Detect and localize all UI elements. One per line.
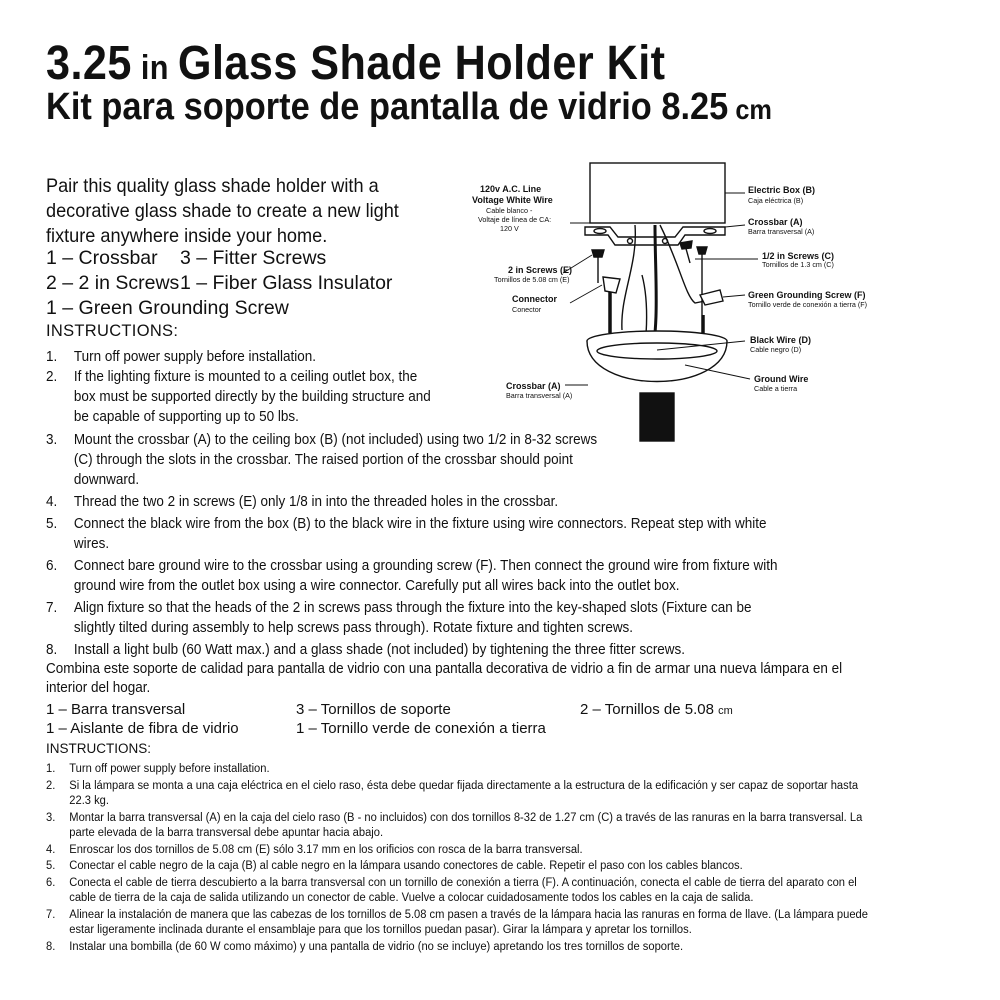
steps-en-a xyxy=(46,347,437,427)
label-ground-wire: Ground Wire xyxy=(754,374,809,384)
step-number: 4. xyxy=(46,494,58,510)
wire-connector xyxy=(603,277,620,293)
part-text: 2 – Tornillos de 5.08 xyxy=(580,701,714,718)
step-text: Connect the black wire from the box (B) to the black wire in the fixture using wire connectors. Repeat step with white wires. xyxy=(73,516,767,552)
electric-box-shape xyxy=(590,163,725,223)
label-barra: Barra transversal (A) xyxy=(748,227,815,236)
step-item xyxy=(46,779,880,809)
intro-en: Pair this quality glass shade holder with a decorative glass shade to create a new light fixture anywhere inside your home. xyxy=(46,175,399,247)
label-crossbar-2: Crossbar (A) xyxy=(506,381,561,391)
screw-head xyxy=(680,241,692,249)
socket xyxy=(640,393,674,441)
step-number: 1. xyxy=(46,349,58,365)
page-subtitle xyxy=(46,86,772,129)
step-item xyxy=(46,908,880,938)
step-text: Mount the crossbar (A) to the ceiling box (B) (not included) using two 1/2 in 8-32 screws (C) through the slots in the crossbar. The raised portion of the crossbar should point downward. xyxy=(73,432,598,488)
page-title xyxy=(46,36,666,91)
step-text: Conectar el cable negro de la caja (B) al cable negro en la lámpara usando conectores de cable. Repetir el paso con los cables blancos. xyxy=(69,860,743,873)
part-item: 2 – 2 in Screws xyxy=(46,272,180,294)
label-tornillos-508: Tornillos de 5.08 cm (E) xyxy=(494,275,570,284)
steps-en-c xyxy=(46,492,790,660)
parts-list-es xyxy=(46,700,766,740)
parts-list-en xyxy=(46,246,393,321)
step-text: If the lighting fixture is mounted to a ceiling outlet box, the box must be supported directly by the building structure and be capable of supporting up to 50 lbs. xyxy=(73,369,431,425)
label-tornillo-verde: Tornillo verde de conexión a tierra (F) xyxy=(748,300,868,309)
label-caja-electrica: Caja eléctrica (B) xyxy=(748,196,804,205)
label-half-screws: 1/2 in Screws (C) xyxy=(762,251,835,261)
step-item xyxy=(46,514,790,554)
parts-row xyxy=(46,246,327,271)
label-two-screws: 2 in Screws (E) xyxy=(508,265,573,275)
instructions-heading-en: INSTRUCTIONS: xyxy=(46,322,179,340)
label-crossbar: Crossbar (A) xyxy=(748,217,803,227)
step-text: Conecta el cable de tierra descubierto a la barra transversal con un tornillo de conexión a tierra (F). A continuación, conecta el cable de tierra del aparato con el cable de tierra de la caja de salida utilizando un conector de cable. Vuelve a colocar cuidadosamente todos los cables en la caja de salida. xyxy=(69,876,857,905)
label-cable-negro: Cable negro (D) xyxy=(750,345,802,354)
label-cable-blanco: Cable blanco - xyxy=(486,206,533,215)
part-item: 1 – Green Grounding Screw xyxy=(46,297,289,319)
instructions-heading-es: INSTRUCTIONS: xyxy=(46,741,152,756)
step-text: Instalar una bombilla (de 60 W como máximo) y una pantalla de vidrio (no se incluye) apretando los tres tornillos de soporte. xyxy=(69,940,684,953)
screw-head xyxy=(697,247,707,254)
step-item xyxy=(46,347,437,367)
step-text: Thread the two 2 in screws (E) only 1/8 in into the threaded holes in the crossbar. xyxy=(73,494,559,510)
step-number: 7. xyxy=(46,600,58,616)
step-number: 2. xyxy=(46,369,58,385)
step-number: 4. xyxy=(46,843,56,856)
step-item xyxy=(46,556,790,596)
step-number: 6. xyxy=(46,876,56,889)
step-number: 2. xyxy=(46,779,56,792)
step-text: Install a light bulb (60 Watt max.) and a glass shade (not included) by tightening the three fitter screws. xyxy=(73,642,686,658)
part-item: 3 – Tornillos de soporte xyxy=(296,701,451,718)
step-item xyxy=(46,811,880,841)
step-number: 3. xyxy=(46,432,58,448)
ground-connector xyxy=(700,290,723,305)
step-number: 1. xyxy=(46,763,56,775)
step-text: Turn off power supply before installation. xyxy=(69,763,270,775)
step-text: Connect bare ground wire to the crossbar using a grounding screw (F). Then connect the ground wire from fixture with ground wire from the outlet box using a wire connector. Carefully put all wires back into the outlet box. xyxy=(73,558,778,594)
step-item xyxy=(46,762,880,777)
step-text: Turn off power supply before installation. xyxy=(73,349,317,365)
step-text: Si la lámpara se monta a una caja eléctrica en el cielo raso, ésta debe quedar fijada directamente a la estructura de la edificación y ser capaz de soportar hasta 22.3 kg. xyxy=(69,779,859,807)
bowl-body xyxy=(587,341,727,382)
installation-diagram xyxy=(470,155,890,460)
label-cable-tierra: Cable a tierra xyxy=(754,384,798,393)
step-number: 8. xyxy=(46,940,56,953)
step-number: 7. xyxy=(46,908,56,921)
step-item xyxy=(46,492,790,512)
parts-row xyxy=(46,271,393,296)
label-green-ground: Green Grounding Screw (F) xyxy=(748,290,866,300)
subtitle-text: Kit para soporte de pantalla de vidrio 8.25 xyxy=(46,86,729,128)
steps-es xyxy=(46,762,880,956)
label-voltaje-linea: Voltaje de línea de CA: xyxy=(478,215,552,224)
label-conector: Conector xyxy=(512,305,542,314)
step-item xyxy=(46,640,790,660)
screw-head xyxy=(592,250,604,257)
part-unit: cm xyxy=(718,705,733,717)
step-text: Alinear la instalación de manera que las cabezas de los tornillos de 5.08 cm pasen a través de la lámpara hacia las ranuras en forma de llave. (La lámpara puede estar ligeramente inclinada durante el ensamblaje para que los tornillos puedan pasar). Girar la lámpara y apretar los tornillos. xyxy=(69,908,868,937)
label-black-wire: Black Wire (D) xyxy=(750,335,811,345)
parts-row xyxy=(46,296,289,321)
part-item: 1 – Crossbar xyxy=(46,247,158,269)
step-text: Align fixture so that the heads of the 2 in screws pass through the fixture into the key-shaped slots (Fixture can be slightly tilted during assembly to help screws pass through). Rotate fixture and tighten screws. xyxy=(73,600,752,636)
step-number: 3. xyxy=(46,811,56,824)
step-number: 6. xyxy=(46,558,58,574)
label-line-voltage: 120v A.C. Line xyxy=(480,184,542,194)
step-text: Montar la barra transversal (A) en la caja del cielo raso (B - no incluidos) con dos tornillos 8-32 de 1.27 cm (C) a través de las ranuras en la barra transversal. La parte elevada de la barra transversal debe apuntar hacia abajo. xyxy=(69,811,863,839)
step-number: 5. xyxy=(46,516,58,532)
part-item: 1 – Aislante de fibra de vidrio xyxy=(46,720,239,737)
label-120v: 120 V xyxy=(500,224,519,233)
step-item xyxy=(46,859,880,874)
label-connector: Connector xyxy=(512,294,557,304)
step-item xyxy=(46,598,790,638)
part-item: 1 – Fiber Glass Insulator xyxy=(180,272,393,294)
subtitle-unit: cm xyxy=(735,94,772,125)
label-electric-box: Electric Box (B) xyxy=(748,185,816,195)
label-barra-2: Barra transversal (A) xyxy=(506,391,573,400)
step-item xyxy=(46,940,880,955)
step-text: Enroscar los dos tornillos de 5.08 cm (E) sólo 3.17 mm en los orificios con rosca de la barra transversal. xyxy=(69,843,583,856)
part-item: 3 – Fitter Screws xyxy=(180,247,327,269)
title-size: 3.25 xyxy=(46,37,132,90)
intro-es: Combina este soporte de calidad para pantalla de vidrio con una pantalla decorativa de vidrio a fin de armar una nueva lámpara en el interior del hogar. xyxy=(46,661,843,696)
part-item xyxy=(580,700,733,721)
step-number: 8. xyxy=(46,642,58,658)
step-item xyxy=(46,876,880,906)
step-item xyxy=(46,843,880,858)
part-item: 1 – Tornillo verde de conexión a tierra xyxy=(296,720,546,737)
title-text: Glass Shade Holder Kit xyxy=(177,37,666,90)
part-item: 1 – Barra transversal xyxy=(46,701,186,718)
step-item xyxy=(46,367,437,427)
step-number: 5. xyxy=(46,860,56,873)
title-unit: in xyxy=(140,49,169,87)
label-tornillos-13: Tornillos de 1.3 cm (C) xyxy=(762,260,834,269)
label-voltage-white: Voltage White Wire xyxy=(472,195,553,205)
